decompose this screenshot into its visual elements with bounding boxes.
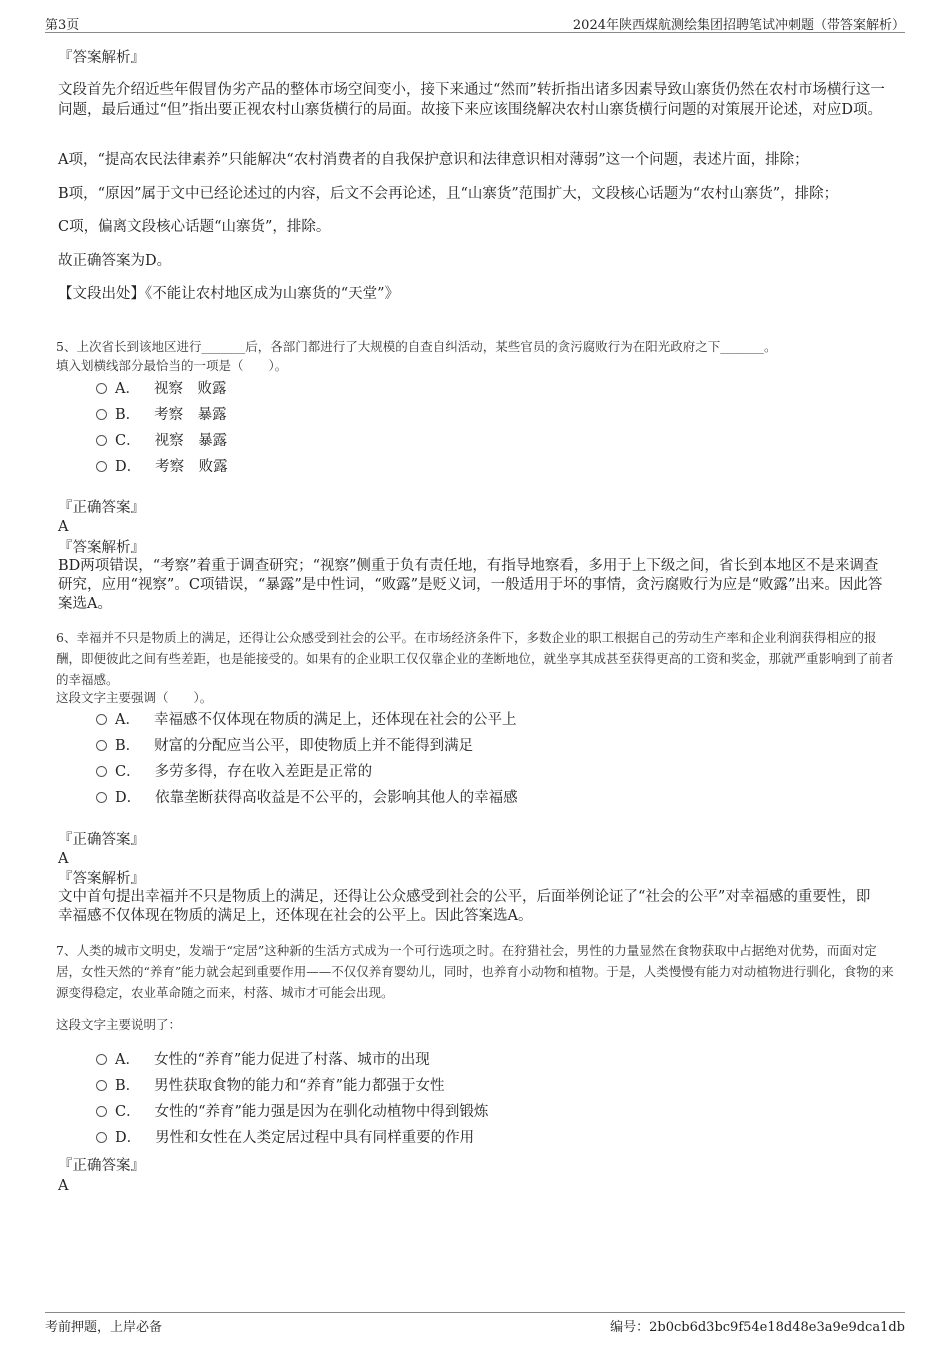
q5-prompt: 填入划横线部分最恰当的一项是（ ）。 <box>56 358 288 373</box>
radio-icon[interactable] <box>96 383 107 394</box>
page-header <box>45 14 905 33</box>
radio-icon[interactable] <box>96 461 107 472</box>
document-title: 2024年陕西煤航测绘集团招聘笔试冲刺题（带答案解析） <box>572 18 905 33</box>
q5-option-c[interactable]: C． 视察 暴露 <box>96 430 227 452</box>
q4-conclusion: 故正确答案为D。 <box>58 253 172 269</box>
q4-analysis-label: 『答案解析』 <box>58 50 145 66</box>
q4-analysis-option-a: A项，“提高农民法律素养”只能解决“农村消费者的自我保护意识和法律意识相对薄弱”这一个问题，表述片面，排除； <box>58 152 809 168</box>
q4-source: 【文段出处】《不能让农村地区成为山寨货的“天堂”》 <box>58 286 400 302</box>
page-number: 第3页 <box>45 18 80 33</box>
footer-slogan: 考前押题，上岸必备 <box>45 1320 163 1335</box>
radio-icon[interactable] <box>96 1080 107 1091</box>
radio-icon[interactable] <box>96 792 107 803</box>
q5-option-a[interactable]: A． 视察 败露 <box>96 378 226 400</box>
q6-analysis: 文中首句提出幸福并不只是物质上的满足，还得让公众感受到社会的公平，后面举例论证了“社会的公平”对幸福感的重要性，即幸福感不仅体现在物质的满足上，还体现在社会的公平上。因此答案选A。 <box>58 889 871 924</box>
q6-answer: A <box>58 851 69 867</box>
q5-analysis-label: 『答案解析』 <box>58 540 145 556</box>
q7-option-b[interactable]: B． 男性获取食物的能力和“养育”能力都强于女性 <box>96 1075 444 1097</box>
q7-prompt: 这段文字主要说明了： <box>56 1017 182 1032</box>
footer-doc-id: 编号：2b0cb6d3bc9f54e18d48e3a9e9dca1db <box>610 1320 905 1335</box>
q6-analysis-label: 『答案解析』 <box>58 871 145 887</box>
q4-analysis-option-b: B项，“原因”属于文中已经论述过的内容，后文不会再论述，且“山寨货”范围扩大，文段核心话题为“农村山寨货”，排除； <box>58 186 839 202</box>
radio-icon[interactable] <box>96 1106 107 1117</box>
q5-answer: A <box>58 519 69 535</box>
q4-analysis-paragraph: 文段首先介绍近些年假冒伪劣产品的整体市场空间变小，接下来通过“然而”转折指出诸多因素导致山寨货仍然在农村市场横行这一问题，最后通过“但”指出要正视农村山寨货横行的局面。故接下来应该围绕解决农村山寨货横行问题的对策展开论述，对应D项。 <box>58 82 885 118</box>
q6-option-a[interactable]: A． 幸福感不仅体现在物质的满足上，还体现在社会的公平上 <box>96 709 516 731</box>
q7-option-d[interactable]: D． 男性和女性在人类定居过程中具有同样重要的作用 <box>96 1127 474 1149</box>
q6-option-b[interactable]: B． 财富的分配应当公平，即使物质上并不能得到满足 <box>96 735 473 757</box>
q6-answer-label: 『正确答案』 <box>58 832 145 848</box>
q6-stem: 6、幸福并不只是物质上的满足，还得让公众感受到社会的公平。在市场经济条件下，多数企业的职工根据自己的劳动生产率和企业利润获得相应的报酬，即便彼此之间有些差距，也是能接受的。如果有的企业职工仅仅靠企业的垄断地位，就坐享其成甚至获得更高的工资和奖金，那就严重影响到了前者的幸福感。 <box>56 630 894 687</box>
radio-icon[interactable] <box>96 740 107 751</box>
q5-analysis: BD两项错误，“考察”着重于调查研究；“视察”侧重于负有责任地，有指导地察看，多用于上下级之间，省长到本地区不是来调查研究，应用“视察”。C项错误，“暴露”是中性词，“败露”是贬义词，一般适用于坏的事情，贪污腐败行为应是“败露”出来。因此答案选A。 <box>58 558 883 612</box>
page-footer <box>45 1312 905 1336</box>
q5-stem: 5、上次省长到该地区进行_______后，各部门都进行了大规模的自查自纠活动，某些官员的贪污腐败行为在阳光政府之下_______。 <box>56 339 777 354</box>
q4-analysis-option-c: C项，偏离文段核心话题“山寨货”，排除。 <box>58 219 331 235</box>
q6-option-d[interactable]: D． 依靠垄断获得高收益是不公平的，会影响其他人的幸福感 <box>96 787 518 809</box>
q5-option-b[interactable]: B． 考察 暴露 <box>96 404 227 426</box>
q7-option-c[interactable]: C． 女性的“养育”能力强是因为在驯化动植物中得到锻炼 <box>96 1101 488 1123</box>
q7-stem: 7、人类的城市文明史，发端于“定居”这种新的生活方式成为一个可行选项之时。在狩猎社会，男性的力量显然在食物获取中占据绝对优势，而面对定居，女性天然的“养育”能力就会起到重要作用——不仅仅养育婴幼儿，同时，也养育小动物和植物。于是，人类慢慢有能力对动植物进行驯化，食物的来源变得稳定，农业革命随之而来，村落、城市才可能会出现。 <box>56 943 894 1000</box>
q7-option-a[interactable]: A． 女性的“养育”能力促进了村落、城市的出现 <box>96 1049 430 1071</box>
radio-icon[interactable] <box>96 435 107 446</box>
q6-prompt: 这段文字主要强调（ ）。 <box>56 690 213 705</box>
q7-answer-label: 『正确答案』 <box>58 1158 145 1174</box>
q7-answer: A <box>58 1178 69 1194</box>
radio-icon[interactable] <box>96 1054 107 1065</box>
q6-option-c[interactable]: C． 多劳多得，存在收入差距是正常的 <box>96 761 372 783</box>
radio-icon[interactable] <box>96 1132 107 1143</box>
radio-icon[interactable] <box>96 766 107 777</box>
radio-icon[interactable] <box>96 409 107 420</box>
q5-answer-label: 『正确答案』 <box>58 500 145 516</box>
q5-option-d[interactable]: D． 考察 败露 <box>96 456 228 478</box>
radio-icon[interactable] <box>96 714 107 725</box>
